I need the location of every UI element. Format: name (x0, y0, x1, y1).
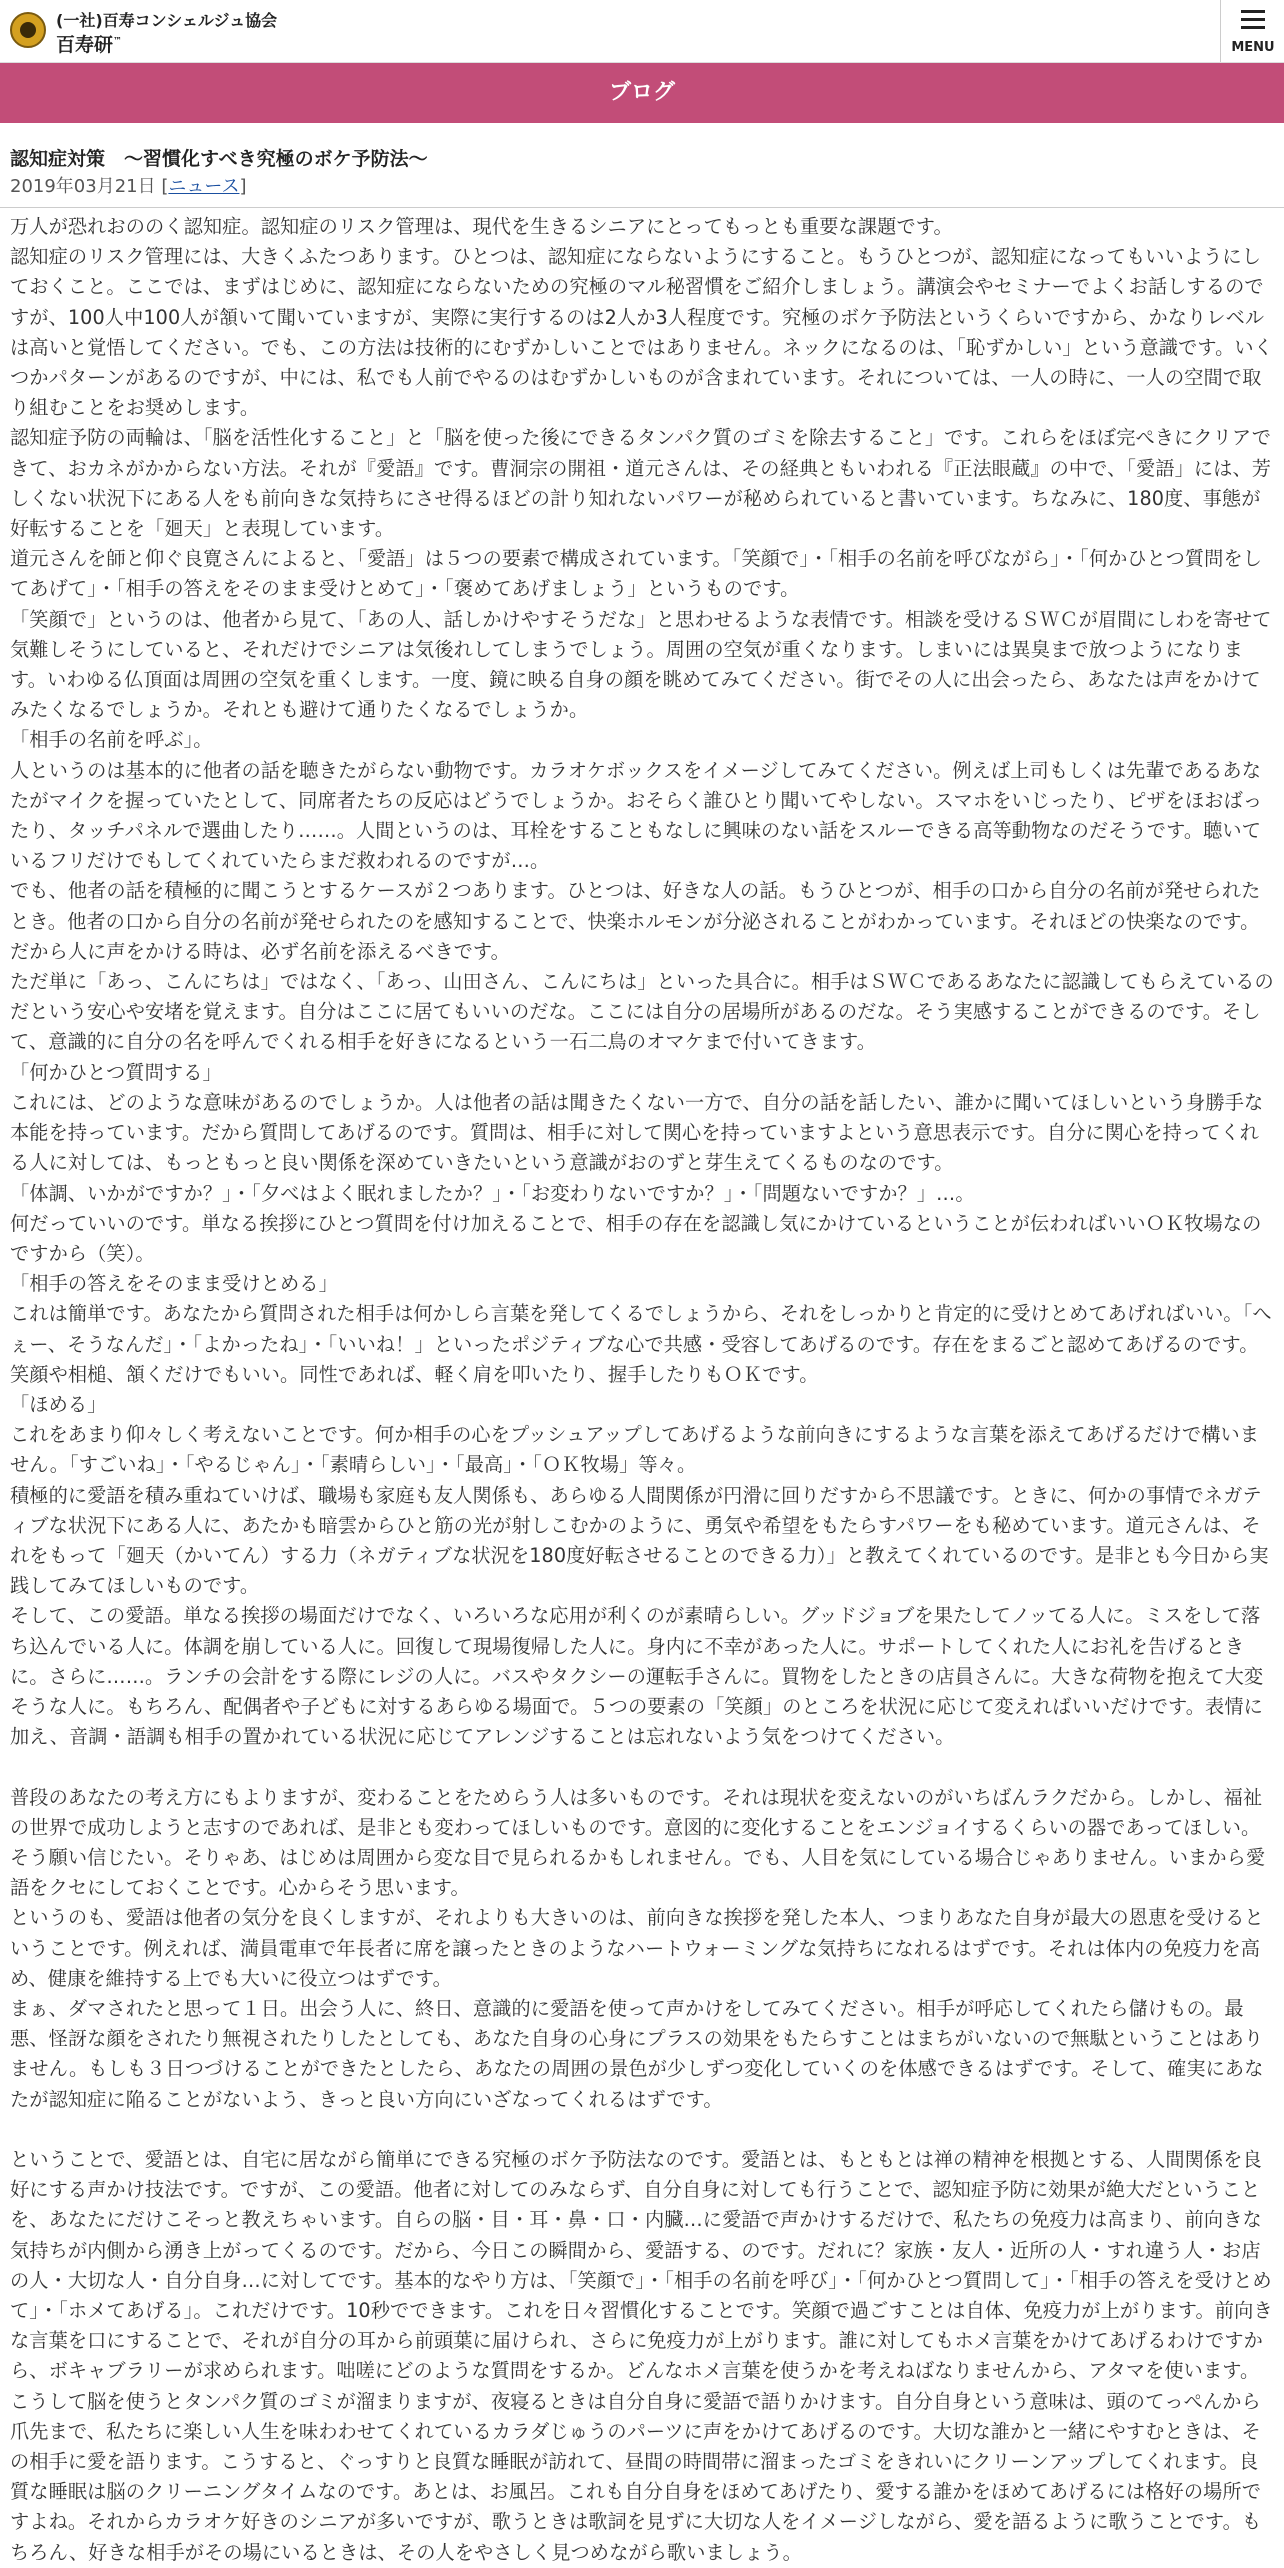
site-header (0, 0, 1284, 63)
article-title: 認知症対策 ～習慣化すべき究極のボケ予防法～ (10, 148, 428, 170)
article-paragraph: これをあまり仰々しく考えないことです。何か相手の心をプッシュアップしてあげるような前向きにするような言葉を添えてあげるだけで構いません。「すごいね」・「やるじゃん」・「素晴らしい」・「最高」・「ＯＫ牧場」等々。 (10, 1423, 1260, 1477)
site-name[interactable]: 百寿研™ (56, 34, 123, 56)
article-paragraph: 「ほめる」 (10, 1392, 107, 1416)
hamburger-icon-bar (1241, 26, 1265, 29)
article-paragraph: 「笑顔で」というのは、他者から見て、「あの人、話しかけやすそうだな」と思わせるような表情です。相談を受けるＳＷＣが眉間にしわを寄せて気難しそうにしていると、それだけでシニアは気後れしてしまうでしょう。周囲の空気が重くなります。しまいには異臭まで放つようになります。いわゆる仏頂面は周囲の空気を重くします。一度、鏡に映る自身の顔を眺めてみてください。街でその人に出会ったら、あなたは声をかけてみたくなるでしょうか。それとも避けて通りたくなるでしょうか。 (10, 607, 1272, 722)
article-date: 2019年03月21日 (10, 176, 156, 197)
page-banner: ブログ (0, 63, 1284, 123)
article-paragraph: でも、他者の話を積極的に聞こうとするケースが２つあります。ひとつは、好きな人の話。もうひとつが、相手の口から自分の名前が発せられたとき。他者の口から自分の名前が発せられたのを感知することで、快楽ホルモンが分泌されることがわかっています。それほどの快楽なのです。だから人に声をかける時は、必ず名前を添えるべきです。 (10, 879, 1261, 963)
article-paragraph: 「何かひとつ質問する」 (10, 1060, 222, 1084)
article-paragraph: 「相手の答えをそのまま受けとめる」 (10, 1272, 338, 1296)
category-link[interactable]: ニュース (168, 176, 240, 197)
article-paragraph (10, 2115, 1274, 2145)
org-name[interactable]: (一社)百寿コンシェルジュ協会 (56, 11, 278, 30)
article-meta: 2019年03月21日 [ニュース] (10, 176, 247, 197)
article-paragraph: まぁ、ダマされたと思って１日。出会う人に、終日、意識的に愛語を使って声かけをしてみてください。相手が呼応してくれたら儲けもの。最悪、怪訝な顔をされたり無視されたりしたとしても、あなた自身の心身にプラスの効果をもたらすことはまちがいないので無駄ということはありません。もしも３日つづけることができたとしたら、あなたの周囲の景色が少しずつ変化していくのを体感できるはずです。そして、確実にあなたが認知症に陥ることがないよう、きっと良い方向にいざなってくれるはずです。 (10, 1996, 1264, 2111)
article-paragraph: 道元さんを師と仰ぐ良寛さんによると、「愛語」は５つの要素で構成されています。「笑顔で」・「相手の名前を呼びながら」・「何かひとつ質問をしてあげて」・「相手の答えをそのまま受けとめて」・「褒めてあげましょう」というものです。 (10, 547, 1263, 601)
article-paragraph: 普段のあなたの考え方にもよりますが、変わることをためらう人は多いものです。それは現状を変えないのがいちばんラクだから。しかし、福祉の世界で成功しようと志すのであれば、是非とも変わってほしいものです。意図的に変化することをエンジョイするくらいの器であってほしい。そう願い信じたい。そりゃあ、はじめは周囲から変な目で見られるかもしれません。でも、人目を気にしている場合じゃありません。いまから愛語をクセにしておくことです。心からそう思います。 (10, 1785, 1266, 1900)
article-paragraph: 人というのは基本的に他者の話を聴きたがらない動物です。カラオケボックスをイメージしてみてください。例えば上司もしくは先輩であるあなたがマイクを握っていたとして、同席者たちの反応はどうでしょうか。おそらく誰ひとり聞いてやしない。スマホをいじったり、ピザをほおばったり、タッチパネルで選曲したり……。人間というのは、耳栓をすることもなしに興味のない話をスルーできる高等動物なのだそうです。聴いているフリだけでもしてくれていたらまだ救われるのですが…。 (10, 758, 1263, 873)
menu-label: MENU (1231, 40, 1275, 55)
article-paragraph: 認知症のリスク管理には、大きくふたつあります。ひとつは、認知症にならないようにすること。もうひとつが、認知症になってもいいようにしておくこと。ここでは、まずはじめに、認知症にならないための究極のマル秘習慣をご紹介しましょう。講演会やセミナーでよくお話しするのですが、100人中100人が頷いて聞いていますが、実際に実行するのは2人か3人程度です。究極のボケ予防法というくらいですから、かなりレベルは高いと覚悟してください。でも、この方法は技術的にむずかしいことではありません。ネックになるのは、「恥ずかしい」という意識です。いくつかパターンがあるのですが、中には、私でも人前でやるのはむずかしいものが含まれています。それについては、一人の時に、一人の空間で取り組むことをお奨めします。 (10, 245, 1273, 420)
article-body (10, 212, 1274, 2568)
article-paragraph: 積極的に愛語を積み重ねていけば、職場も家庭も友人関係も、あらゆる人間関係が円滑に回りだすから不思議です。ときに、何かの事情でネガティブな状況下にある人に、あたかも暗雲からひと筋の光が射しこむかのように、勇気や希望をもたらすパワーをも秘めています。道元さんは、それをもって「廻天（かいてん）する力（ネガティブな状況を180度好転させることのできる力）」と教えてくれているのです。是非とも今日から実践してみてほしいものです。 (10, 1483, 1269, 1598)
article-paragraph: 万人が恐れおののく認知症。認知症のリスク管理は、現代を生きるシニアにとってもっとも重要な課題です。 (10, 215, 953, 238)
hamburger-icon-bar (1241, 18, 1265, 21)
article-paragraph: そして、この愛語。単なる挨拶の場面だけでなく、いろいろな応用が利くのが素晴らしい。グッドジョブを果たしてノッてる人に。ミスをして落ち込んでいる人に。体調を崩している人に。回復して現場復帰した人に。身内に不幸があった人に。サポートしてくれた人にお礼を告げるときに。さらに……。ランチの会計をする際にレジの人に。バスやタクシーの運転手さんに。買物をしたときの店員さんに。大きな荷物を抱えて大変そうな人に。もちろん、配偶者や子どもに対するあらゆる場面で。５つの要素の「笑顔」のところを状況に応じて変えればいいだけです。表情に加え、音調・語調も相手の置かれている状況に応じてアレンジすることは忘れないよう気をつけてください。 (10, 1604, 1264, 1749)
hamburger-icon (1241, 10, 1265, 13)
blog-article (0, 123, 1284, 2568)
org-logo-icon[interactable] (10, 12, 46, 48)
article-paragraph: これには、どのような意味があるのでしょうか。人は他者の話は聞きたくない一方で、自分の話を話したい、誰かに聞いてほしいという身勝手な本能を持っています。だから質問してあげるのです。質問は、相手に対して関心を持っていますよという意思表示です。自分に関心を持ってくれる人に対しては、もっともっと良い関係を深めていきたいという意識がおのずと芽生えてくるものなのです。 (10, 1090, 1264, 1175)
divider (0, 207, 1284, 208)
article-paragraph: 「体調、いかがですか？」・「夕べはよく眠れましたか？」・「お変わりないですか？」・「問題ないですか？」…。 (10, 1181, 975, 1205)
article-paragraph: というのも、愛語は他者の気分を良くしますが、それよりも大きいのは、前向きな挨拶を発した本人、つまりあなた自身が最大の恩恵を受けるということです。例えれば、満員電車で年長者に席を譲ったときのようなハートウォーミングな気持ちになれるはずです。それは体内の免疫力を高め、健康を維持する上でも大いに役立つはずです。 (10, 1906, 1264, 1990)
article-paragraph: ということで、愛語とは、自宅に居ながら簡単にできる究極のボケ予防法なのです。愛語とは、もともとは禅の精神を根拠とする、人間関係を良好にする声かけ技法です。ですが、この愛語。他者に対してのみならず、自分自身に対しても行うことで、認知症予防に効果が絶大だということを、あなたにだけこそっと教えちゃいます。自らの脳・目・耳・鼻・口・内臓…に愛語で声かけするだけで、私たちの免疫力は高まり、前向きな気持ちが内側から湧き上がってくるのです。だから、今日この瞬間から、愛語する、のです。だれに？家族・友人・近所の人・すれ違う人・お店の人・大切な人・自分自身…に対してです。基本的なやり方は、「笑顔で」・「相手の名前を呼び」・「何かひとつ質問して」・「相手の答えを受けとめて」・「ホメてあげる」。これだけです。10秒でできます。これを日々習慣化することです。笑顔で過ごすことは自体、免疫力が上がります。前向きな言葉を口にすることで、それが自分の耳から前頭葉に届けられ、さらに免疫力が上がります。誰に対してもホメ言葉をかけてあげるわけですから、ボキャブラリーが求められます。咄嗟にどのような質問をするか。どんなホメ言葉を使うかを考えねばなりませんから、アタマを使います。こうして脳を使うとタンパク質のゴミが溜まりますが、夜寝るときは自分自身に愛語で語りかけます。自分自身という意味は、頭のてっぺんから爪先まで、私たちに楽しい人生を味わわせてくれているカラダじゅうのパーツに声をかけてあげるのです。大切な誰かと一緒にやすむときは、その相手に愛を語ります。こうすると、ぐっすりと良質な睡眠が訪れて、昼間の時間帯に溜まったゴミをきれいにクリーンアップしてくれます。良質な睡眠は脳のクリーニングタイムなのです。あとは、お風呂。これも自分自身をほめてあげたり、愛する誰かをほめてあげるには格好の場所ですよね。それからカラオケ好きのシニアが多いですが、歌うときは歌詞を見ずに大切な人をイメージしながら、愛を語るように歌うことです。もちろん、好きな相手がその場にいるときは、その人をやさしく見つめながら歌いましょう。 (10, 2147, 1273, 2564)
article-paragraph (10, 1752, 1274, 1782)
article-paragraph: 「相手の名前を呼ぶ」。 (10, 728, 213, 752)
article-paragraph: 何だっていいのです。単なる挨拶にひとつ質問を付け加えることで、相手の存在を認識し気にかけているということが伝わればいいＯＫ牧場なのですから（笑）。 (10, 1211, 1262, 1265)
article-paragraph: 認知症予防の両輪は、「脳を活性化すること」と「脳を使った後にできるタンパク質のゴミを除去すること」です。これらをほぼ完ぺきにクリアできて、おカネがかからない方法。それが『愛語』です。曹洞宗の開祖・道元さんは、その経典ともいわれる『正法眼蔵』の中で、「愛語」には、芳しくない状況下にある人をも前向きな気持ちにさせ得るほどの計り知れないパワーが秘められていると書いています。ちなみに、180度、事態が好転することを「廻天」と表現しています。 (10, 426, 1272, 541)
menu-button[interactable] (1220, 0, 1284, 62)
article-paragraph: これは簡単です。あなたから質問された相手は何かしら言葉を発してくるでしょうから、それをしっかりと肯定的に受けとめてあげればいい。「へぇー、そうなんだ」・「よかったね」・「いいね！」といったポジティブな心で共感・受容してあげるのです。存在をまるごと認めてあげるのです。笑顔や相槌、頷くだけでもいい。同性であれば、軽く肩を叩いたり、握手したりもＯＫです。 (10, 1302, 1272, 1386)
article-paragraph: ただ単に「あっ、こんにちは」ではなく、「あっ、山田さん、こんにちは」といった具合に。相手はＳＷＣであるあなたに認識してもらえているのだという安心や安堵を覚えます。自分はここに居てもいいのだな。ここには自分の居場所があるのだな。そう実感することができるのです。そして、意識的に自分の名を呼んでくれる相手を好きになるという一石二鳥のオマケまで付いてきます。 (10, 970, 1274, 1054)
